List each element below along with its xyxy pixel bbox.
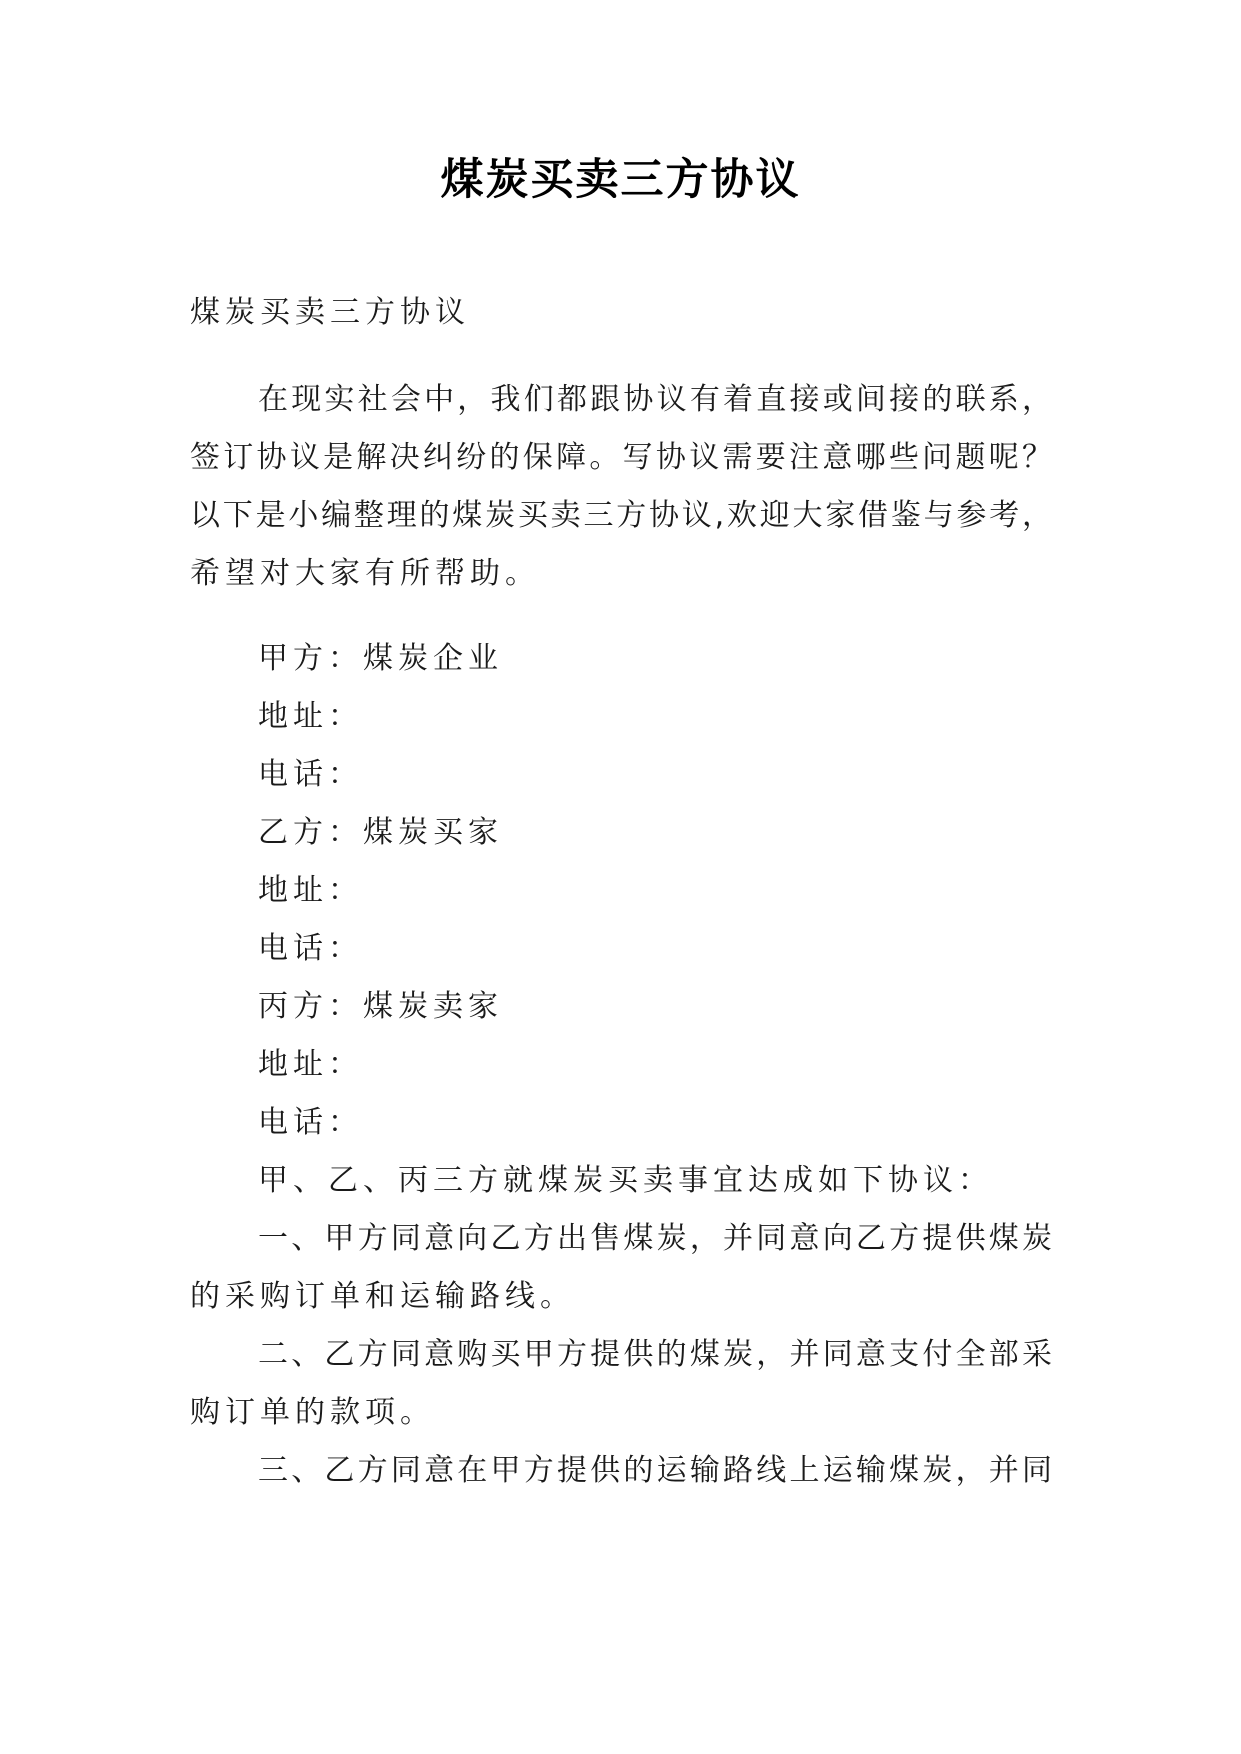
intro-line-2: 签订协议是解决纠纷的保障。写协议需要注意哪些问题呢？ <box>190 440 1052 475</box>
intro-line-1: 在现实社会中，我们都跟协议有着直接或间接的联系， <box>258 382 1052 417</box>
party-b-name: 乙方：煤炭买家 <box>258 815 503 850</box>
party-c-address: 地址： <box>258 1047 363 1082</box>
agreement-intro: 甲、乙、丙三方就煤炭买卖事宜达成如下协议： <box>258 1163 993 1198</box>
party-a-phone: 电话： <box>258 757 363 792</box>
intro-line-3: 以下是小编整理的煤炭买卖三方协议,欢迎大家借鉴与参考， <box>190 498 1052 533</box>
clause-3-line-1: 三、乙方同意在甲方提供的运输路线上运输煤炭，并同 <box>258 1453 1052 1488</box>
intro-line-4: 希望对大家有所帮助。 <box>190 556 540 591</box>
clause-1-line-1: 一、甲方同意向乙方出售煤炭，并同意向乙方提供煤炭 <box>258 1221 1052 1256</box>
clause-2-line-1: 二、乙方同意购买甲方提供的煤炭，并同意支付全部采 <box>258 1337 1052 1372</box>
party-c-name: 丙方：煤炭卖家 <box>258 989 503 1024</box>
party-b-address: 地址： <box>258 873 363 908</box>
party-a-address: 地址： <box>258 699 363 734</box>
party-b-phone: 电话： <box>258 931 363 966</box>
document-subtitle: 煤炭买卖三方协议 <box>190 295 470 330</box>
party-a-name: 甲方：煤炭企业 <box>258 641 503 676</box>
party-c-phone: 电话： <box>258 1105 363 1140</box>
document-title: 煤炭买卖三方协议 <box>440 155 801 205</box>
clause-2-line-2: 购订单的款项。 <box>190 1395 435 1430</box>
clause-1-line-2: 的采购订单和运输路线。 <box>190 1279 575 1314</box>
